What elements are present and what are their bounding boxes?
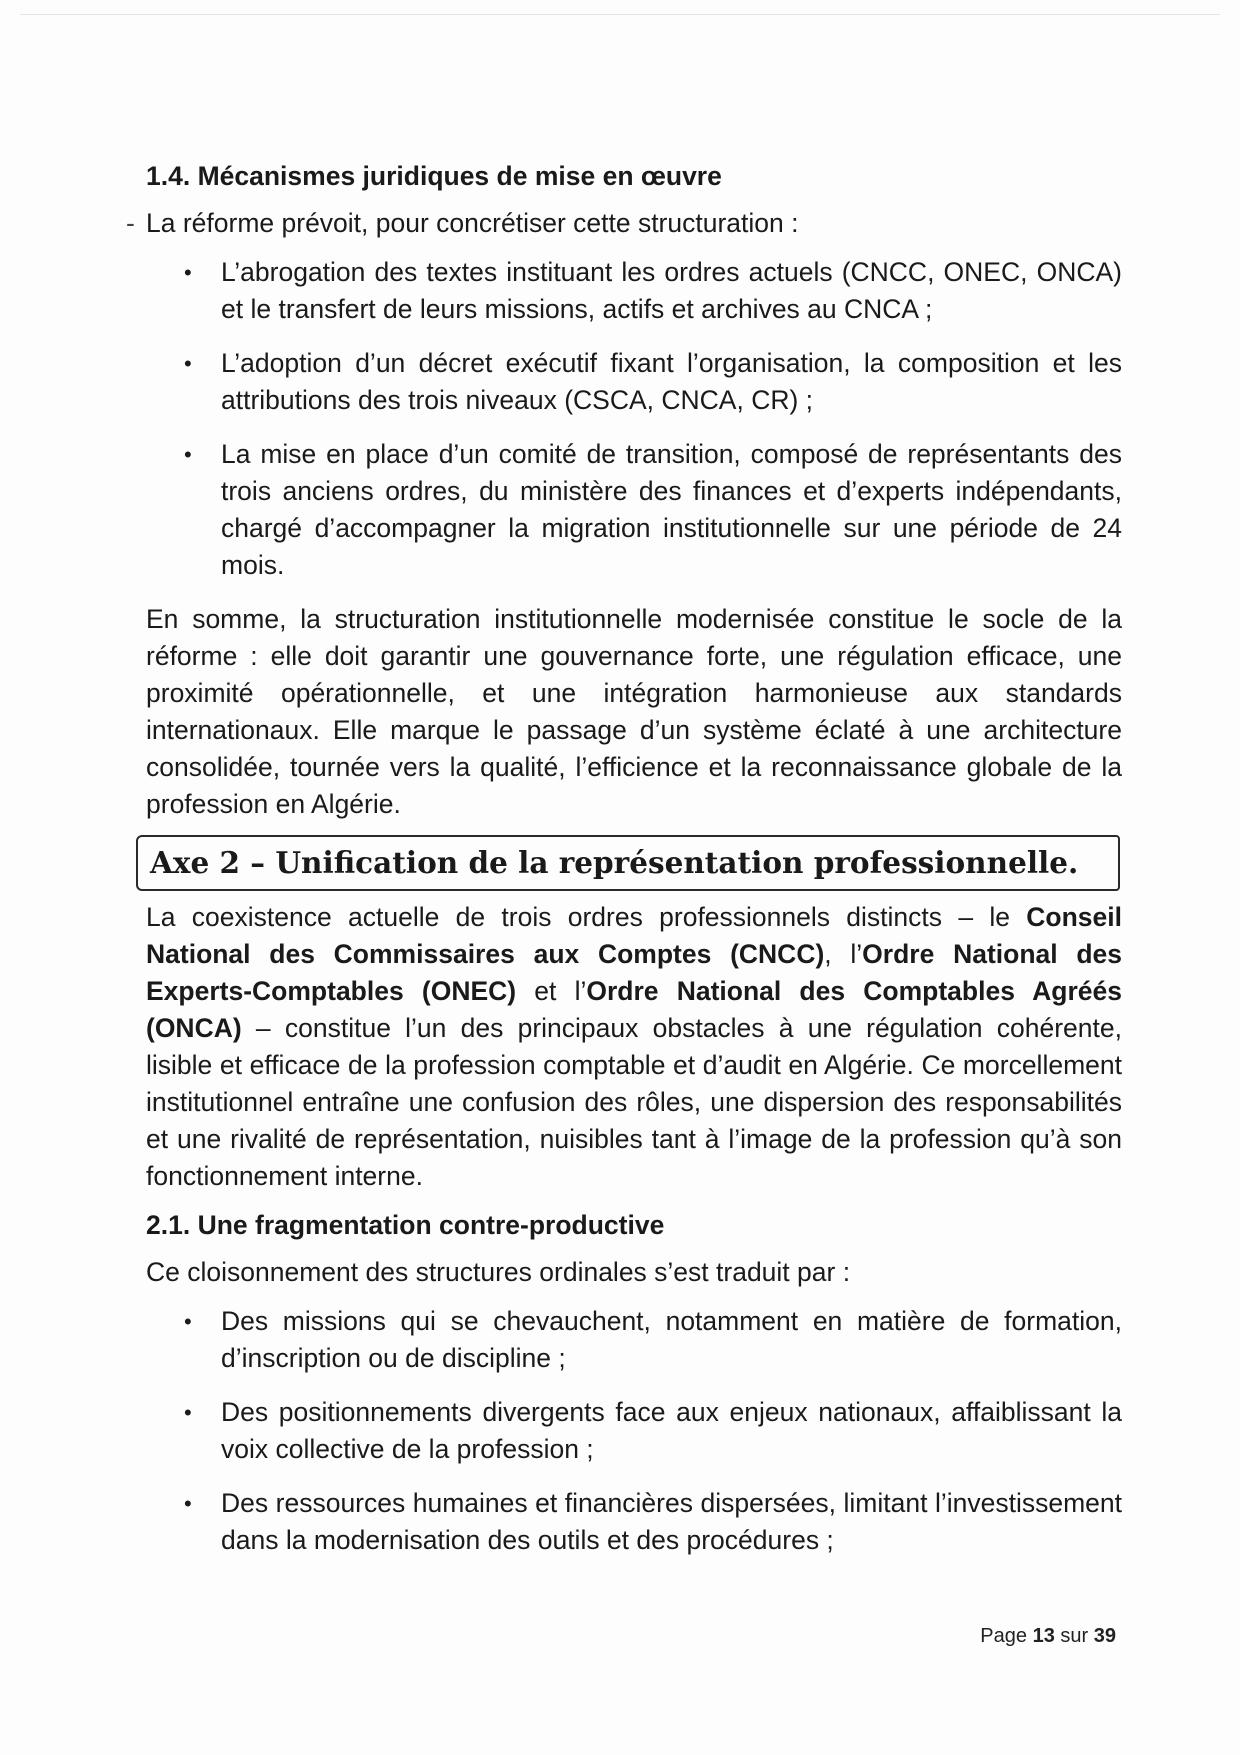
top-rule: [20, 14, 1220, 15]
list-item: [146, 1394, 1122, 1468]
text-run: – constitue l’un des principaux obstacles à une régulation cohérente, lisible et efficace de la profession comptable et d’audit en Algérie. Ce morcellement institutionnel entraîne une confusion des rôles, une dispersion des responsabilités et une rivalité de représentation, nuisibles tant à l’image de la profession qu’à son fonctionnement interne.: [146, 1013, 1122, 1191]
axe-2-paragraph: [146, 899, 1122, 1195]
bullet-icon: •: [184, 442, 192, 467]
text-run: La coexistence actuelle de trois ordres professionnels distincts – le: [146, 902, 1027, 932]
section-heading-2-1: 2.1. Une fragmentation contre-productive: [146, 1210, 665, 1240]
bold-org-onec: Ordre National des Experts-Comptables (ONEC): [146, 939, 1123, 1006]
list-item: [146, 1485, 1122, 1559]
page-number: 13: [1032, 1625, 1055, 1647]
list-item-text: Des missions qui se chevauchent, notamment en matière de formation, d’inscription ou de discipline ;: [221, 1306, 1122, 1373]
section-2-1-bullet-list: [146, 1303, 1122, 1559]
dash-mark: -: [126, 208, 135, 238]
total-pages: 39: [1093, 1625, 1116, 1647]
text-run: et l’: [516, 976, 587, 1006]
page-footer: [980, 1625, 1116, 1648]
of-word: sur: [1060, 1625, 1089, 1647]
section-heading-1-4: 1.4. Mécanismes juridiques de mise en œuvre: [146, 161, 722, 191]
text-run: , l’: [824, 939, 863, 969]
list-item-text: Des ressources humaines et financières dispersées, limitant l’investissement dans la modernisation des outils et des procédures ;: [221, 1488, 1122, 1555]
section-1-4-bullet-list: [146, 254, 1122, 584]
intro-text: La réforme prévoit, pour concrétiser cette structuration :: [146, 208, 799, 238]
bullet-icon: •: [184, 1400, 192, 1425]
bullet-icon: •: [184, 1309, 192, 1334]
list-item-text: L’abrogation des textes instituant les ordres actuels (CNCC, ONEC, ONCA) et le transfert de leurs missions, actifs et archives au CNCA ;: [221, 257, 1122, 324]
list-item-text: La mise en place d’un comité de transition, composé de représentants des trois anciens ordres, du ministère des finances et d’experts indépendants, chargé d’accompagner la migration institutionnelle sur une période de 24 mois.: [221, 439, 1122, 580]
list-item: [146, 254, 1122, 328]
list-item-text: L’adoption d’un décret exécutif fixant l’organisation, la composition et les attributions des trois niveaux (CSCA, CNCA, CR) ;: [221, 348, 1122, 415]
list-item: [146, 1303, 1122, 1377]
list-item: [146, 436, 1122, 584]
section-1-4-conclusion: En somme, la structuration institutionnelle modernisée constitue le socle de la réforme : elle doit garantir une gouvernance forte, une régulation efficace, une proximité opérationnelle, et une intégration harmonieuse aux standards internationaux. Elle marque le passage d’un système éclaté à une architecture consolidée, tournée vers la qualité, l’efficience et la reconnaissance globale de la profession en Algérie.: [146, 604, 1122, 819]
bold-org-onca: Ordre National des Comptables Agréés (ONCA): [146, 976, 1122, 1043]
section-1-4-intro: [126, 205, 1122, 242]
page-word: Page: [980, 1625, 1028, 1647]
axe-2-title: Axe 2 – Unification de la représentation professionnelle.: [150, 845, 1079, 880]
bold-org-cncc: Conseil National des Commissaires aux Comptes (CNCC): [146, 902, 1122, 969]
bullet-icon: •: [184, 1491, 192, 1516]
list-item-text: Des positionnements divergents face aux enjeux nationaux, affaiblissant la voix collective de la profession ;: [221, 1397, 1122, 1464]
bullet-icon: •: [184, 260, 192, 285]
bullet-icon: •: [184, 351, 192, 376]
page-content: [126, 158, 1123, 1576]
axe-2-title-box: [136, 835, 1120, 891]
section-2-1-intro: Ce cloisonnement des structures ordinales s’est traduit par :: [146, 1257, 851, 1287]
list-item: [146, 345, 1122, 419]
